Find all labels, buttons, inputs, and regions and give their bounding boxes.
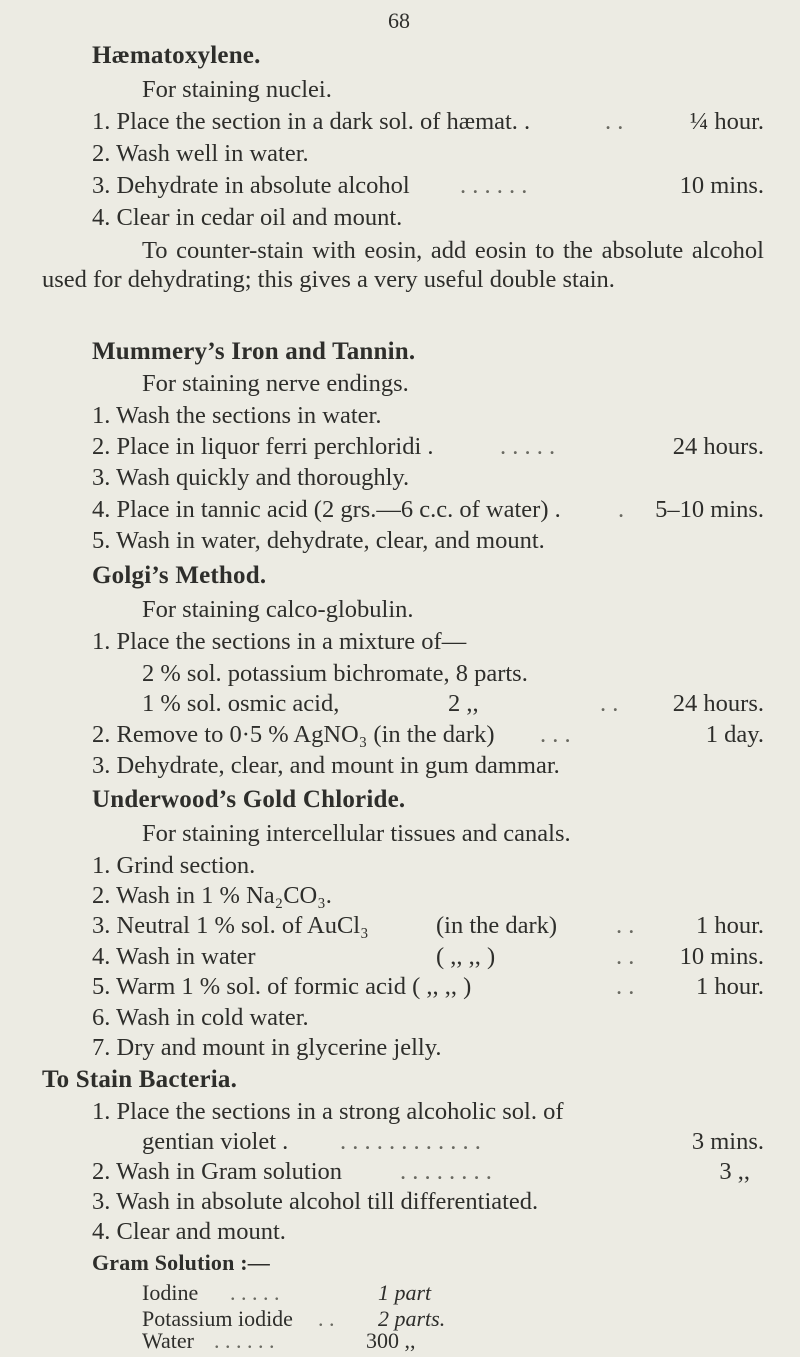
section-title-haematoxylene: Hæmatoxylene. xyxy=(92,42,261,69)
step-time: 3 ,, xyxy=(719,1158,750,1185)
mixture-amount: 2 ,, xyxy=(448,690,479,717)
step-text: 4. Clear in cedar oil and mount. xyxy=(92,204,403,231)
step-text: 3. Dehydrate in absolute alcohol xyxy=(92,172,410,199)
step-text: 5. Warm 1 % sol. of formic acid ( ,, ,, ) xyxy=(92,973,472,1000)
step-time: 5–10 mins. xyxy=(655,496,764,523)
step-condition: ( ,, ,, ) xyxy=(436,943,496,970)
leader-dots: . . xyxy=(600,690,619,717)
step-text: 1. Place the sections in a mixture of— xyxy=(92,628,467,655)
leader-dots: . . xyxy=(616,912,635,939)
step-text: 7. Dry and mount in glycerine jelly. xyxy=(92,1034,442,1061)
leader-dots: . . . xyxy=(540,721,571,748)
purpose-golgi: For staining calco-globulin. xyxy=(142,596,414,623)
leader-dots: . . xyxy=(616,973,635,1000)
leader-dots: . . . . . . xyxy=(214,1328,275,1353)
page-number: 68 xyxy=(388,8,410,33)
step-time: 10 mins. xyxy=(679,943,764,970)
step-time: ¼ hour. xyxy=(689,108,764,135)
step-text: 2. Remove to 0·5 % AgNO₃ (in the dark) xyxy=(92,721,495,748)
mixture-component: 2 % sol. potassium bichromate, 8 parts. xyxy=(142,660,528,687)
note-paragraph: To counter-stain with eosin, add eosin to the absolute alcohol used for dehydrating; this gives a very useful double stain. xyxy=(42,237,764,293)
ingredient-amount: 300 ,, xyxy=(366,1328,416,1353)
step-text: 2. Place in liquor ferri perchloridi . xyxy=(92,433,434,460)
section-title-underwood: Underwood’s Gold Chloride. xyxy=(92,786,406,813)
purpose-underwood: For staining intercellular tissues and canals. xyxy=(142,820,571,847)
ingredient-amount xyxy=(378,1280,431,1306)
purpose-mummery: For staining nerve endings. xyxy=(142,370,409,397)
purpose-haematoxylene: For staining nuclei. xyxy=(142,76,332,103)
step-text: 3. Neutral 1 % sol. of AuCl₃ xyxy=(92,912,369,939)
section-title-gram: Gram Solution :— xyxy=(92,1250,270,1275)
step-text: 6. Wash in cold water. xyxy=(92,1004,309,1031)
step-time: 1 hour. xyxy=(695,912,764,939)
ingredient-amount-text: 1 part xyxy=(378,1280,432,1305)
step-time: 24 hours. xyxy=(672,433,764,460)
leader-dots: . xyxy=(618,496,625,523)
step-time: 1 hour. xyxy=(695,973,764,1000)
leader-dots: . . . . . . . . . . . . xyxy=(340,1128,481,1155)
step-text: 2. Wash well in water. xyxy=(92,140,309,167)
step-text: 1. Place the sections in a strong alcoholic sol. of xyxy=(92,1098,564,1125)
step-text: 2. Wash in Gram solution xyxy=(92,1158,343,1185)
step-time: 10 mins. xyxy=(679,172,764,199)
step-text: 4. Clear and mount. xyxy=(92,1218,286,1245)
section-title-mummery: Mummery’s Iron and Tannin. xyxy=(92,338,416,365)
step-text: 4. Place in tannic acid (2 grs.—6 c.c. of water) . xyxy=(92,496,561,523)
step-condition: (in the dark) xyxy=(436,912,558,939)
ingredient-name: Iodine xyxy=(142,1280,199,1305)
step-text: 3. Dehydrate, clear, and mount in gum dammar. xyxy=(92,752,560,779)
section-title-golgi: Golgi’s Method. xyxy=(92,562,267,589)
ingredient-name: Potassium iodide xyxy=(142,1306,293,1331)
leader-dots: . . xyxy=(605,108,624,135)
step-text: gentian violet . xyxy=(142,1128,289,1155)
step-text: 5. Wash in water, dehydrate, clear, and mount. xyxy=(92,527,545,554)
mixture-component: 1 % sol. osmic acid, xyxy=(142,690,340,717)
leader-dots: . . . . . . xyxy=(460,172,528,199)
section-title-bacteria: To Stain Bacteria. xyxy=(42,1066,238,1093)
step-time: 3 mins. xyxy=(691,1128,764,1155)
step-time: 1 day. xyxy=(705,721,764,748)
step-text: 3. Wash quickly and thoroughly. xyxy=(92,464,410,491)
leader-dots: . . . . . xyxy=(500,433,556,460)
step-text: 2. Wash in 1 % Na₂CO₃. xyxy=(92,882,332,909)
step-time: 24 hours. xyxy=(672,690,764,717)
step-text: 3. Wash in absolute alcohol till differentiated. xyxy=(92,1188,539,1215)
leader-dots: . . xyxy=(318,1306,335,1331)
ingredient-name: Water xyxy=(142,1328,194,1353)
leader-dots: . . . . . xyxy=(230,1280,280,1305)
leader-dots: . . xyxy=(616,943,635,970)
step-text: 4. Wash in water xyxy=(92,943,256,970)
leader-dots: . . . . . . . . xyxy=(400,1158,492,1185)
step-text: 1. Wash the sections in water. xyxy=(92,402,382,429)
step-text: 1. Grind section. xyxy=(92,852,256,879)
ingredient-amount-text: 2 parts. xyxy=(378,1306,446,1331)
step-text: 1. Place the section in a dark sol. of hæmat. . xyxy=(92,108,531,135)
